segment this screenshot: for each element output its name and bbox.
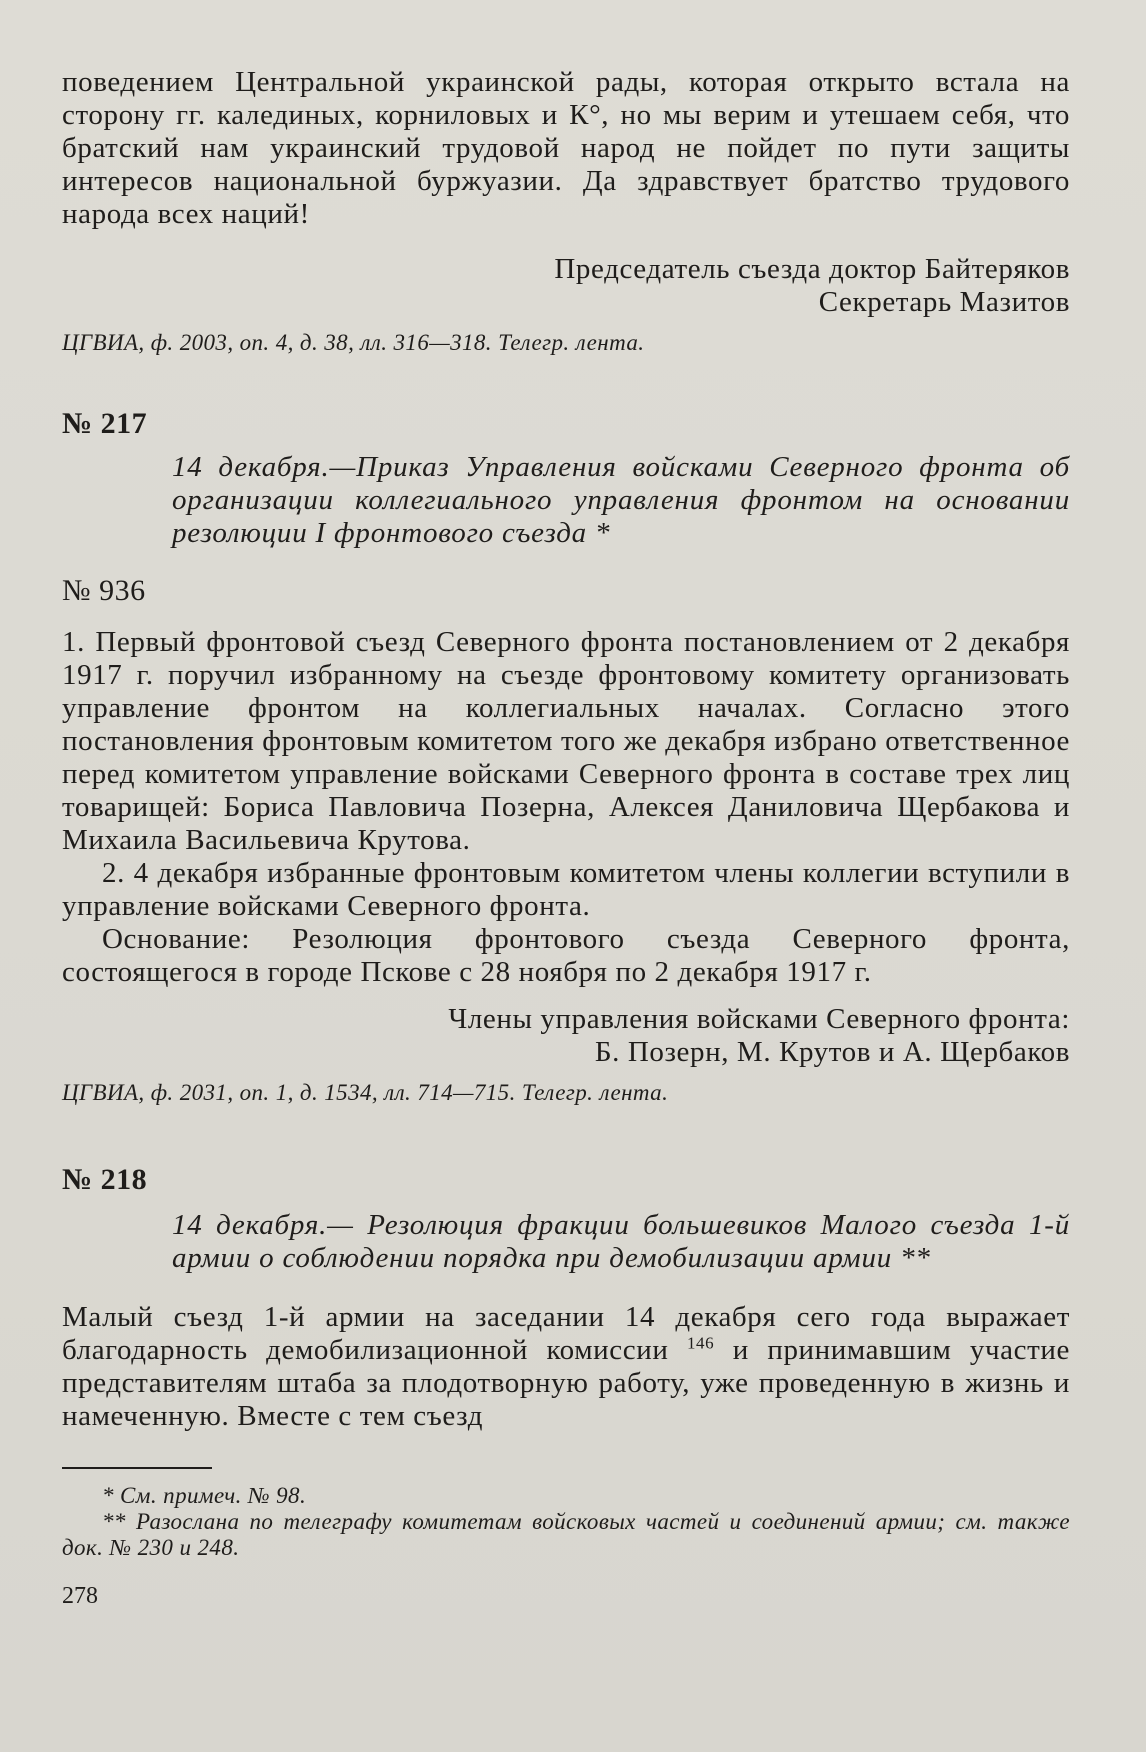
doc217-paragraph-3: Основание: Резолюция фронтового съезда Северного фронта, состоящегося в городе Пскове с 28 ноября по 2 декабря 1917 г. <box>62 923 1070 988</box>
footnote-1: * См. примеч. № 98. <box>102 1483 307 1508</box>
intro-signature-chairman: Председатель съезда доктор Байтеряков <box>554 253 1070 285</box>
intro-paragraph: поведением Центральной украинской рады, которая открыто встала на сторону гг. калединых, корниловых и К°, но мы верим и утешаем себя, что братский нам украинский трудовой народ не пойдет по пути защиты интересов национальной буржуазии. Да здравствует братство трудового народа всех наций! <box>62 66 1070 230</box>
doc217-archive-reference: ЦГВИА, ф. 2031, оп. 1, д. 1534, лл. 714—715. Телегр. лента. <box>62 1080 669 1105</box>
doc218-number: № 218 <box>62 1163 148 1196</box>
doc217-signature-title: Члены управления войсками Северного фронта: <box>448 1003 1070 1035</box>
intro-archive-reference: ЦГВИА, ф. 2003, оп. 4, д. 38, лл. 316—318. Телегр. лента. <box>62 330 645 355</box>
doc217-paragraph-1: 1. Первый фронтовой съезд Северного фронта постановлением от 2 декабря 1917 г. поручил избранному на съезде фронтовому комитету организовать управление фронтом на коллегиальных началах. Согласно этого постановления фронтовым комитетом того же декабря избрано ответственное перед комитетом управление войсками Северного фронта в составе трех лиц товарищей: Бориса Павловича Позерна, Алексея Даниловича Щербакова и Михаила Васильевича Крутова. <box>62 626 1070 856</box>
doc218-text-after-ref: и принимавшим участие представителям штаба за плодотворную работу, уже проведенную в жизнь и намеченную. Вместе с тем съезд <box>62 1334 1070 1432</box>
doc218-note-reference: 146 <box>686 1333 715 1353</box>
doc217-number: № 217 <box>62 407 148 440</box>
doc218-text-before-ref: Малый съезд 1-й армии на заседании 14 декабря сего года выражает благодарность демобилизационной комиссии <box>62 1301 1070 1366</box>
doc217-heading: 14 декабря.—Приказ Управления войсками Северного фронта об организации коллегиального управления фронтом на основании резолюции I фронтового съезда * <box>172 451 1070 549</box>
intro-signature-secretary: Секретарь Мазитов <box>818 286 1070 318</box>
footnote-2: ** Разослана по телеграфу комитетам войсковых частей и соединений армии; см. также док. № 230 и 248. <box>62 1509 1070 1560</box>
doc217-order-number: № 936 <box>62 574 146 607</box>
doc218-heading: 14 декабря.— Резолюция фракции большевиков Малого съезда 1-й армии о соблюдении порядка при демобилизации армии ** <box>172 1209 1070 1274</box>
page-number: 278 <box>62 1583 98 1609</box>
doc218-paragraph <box>62 1301 1070 1433</box>
doc217-signature-names: Б. Позерн, М. Крутов и А. Щербаков <box>594 1036 1070 1068</box>
doc217-paragraph-2: 2. 4 декабря избранные фронтовым комитетом члены коллегии вступили в управление войсками Северного фронта. <box>62 857 1070 922</box>
